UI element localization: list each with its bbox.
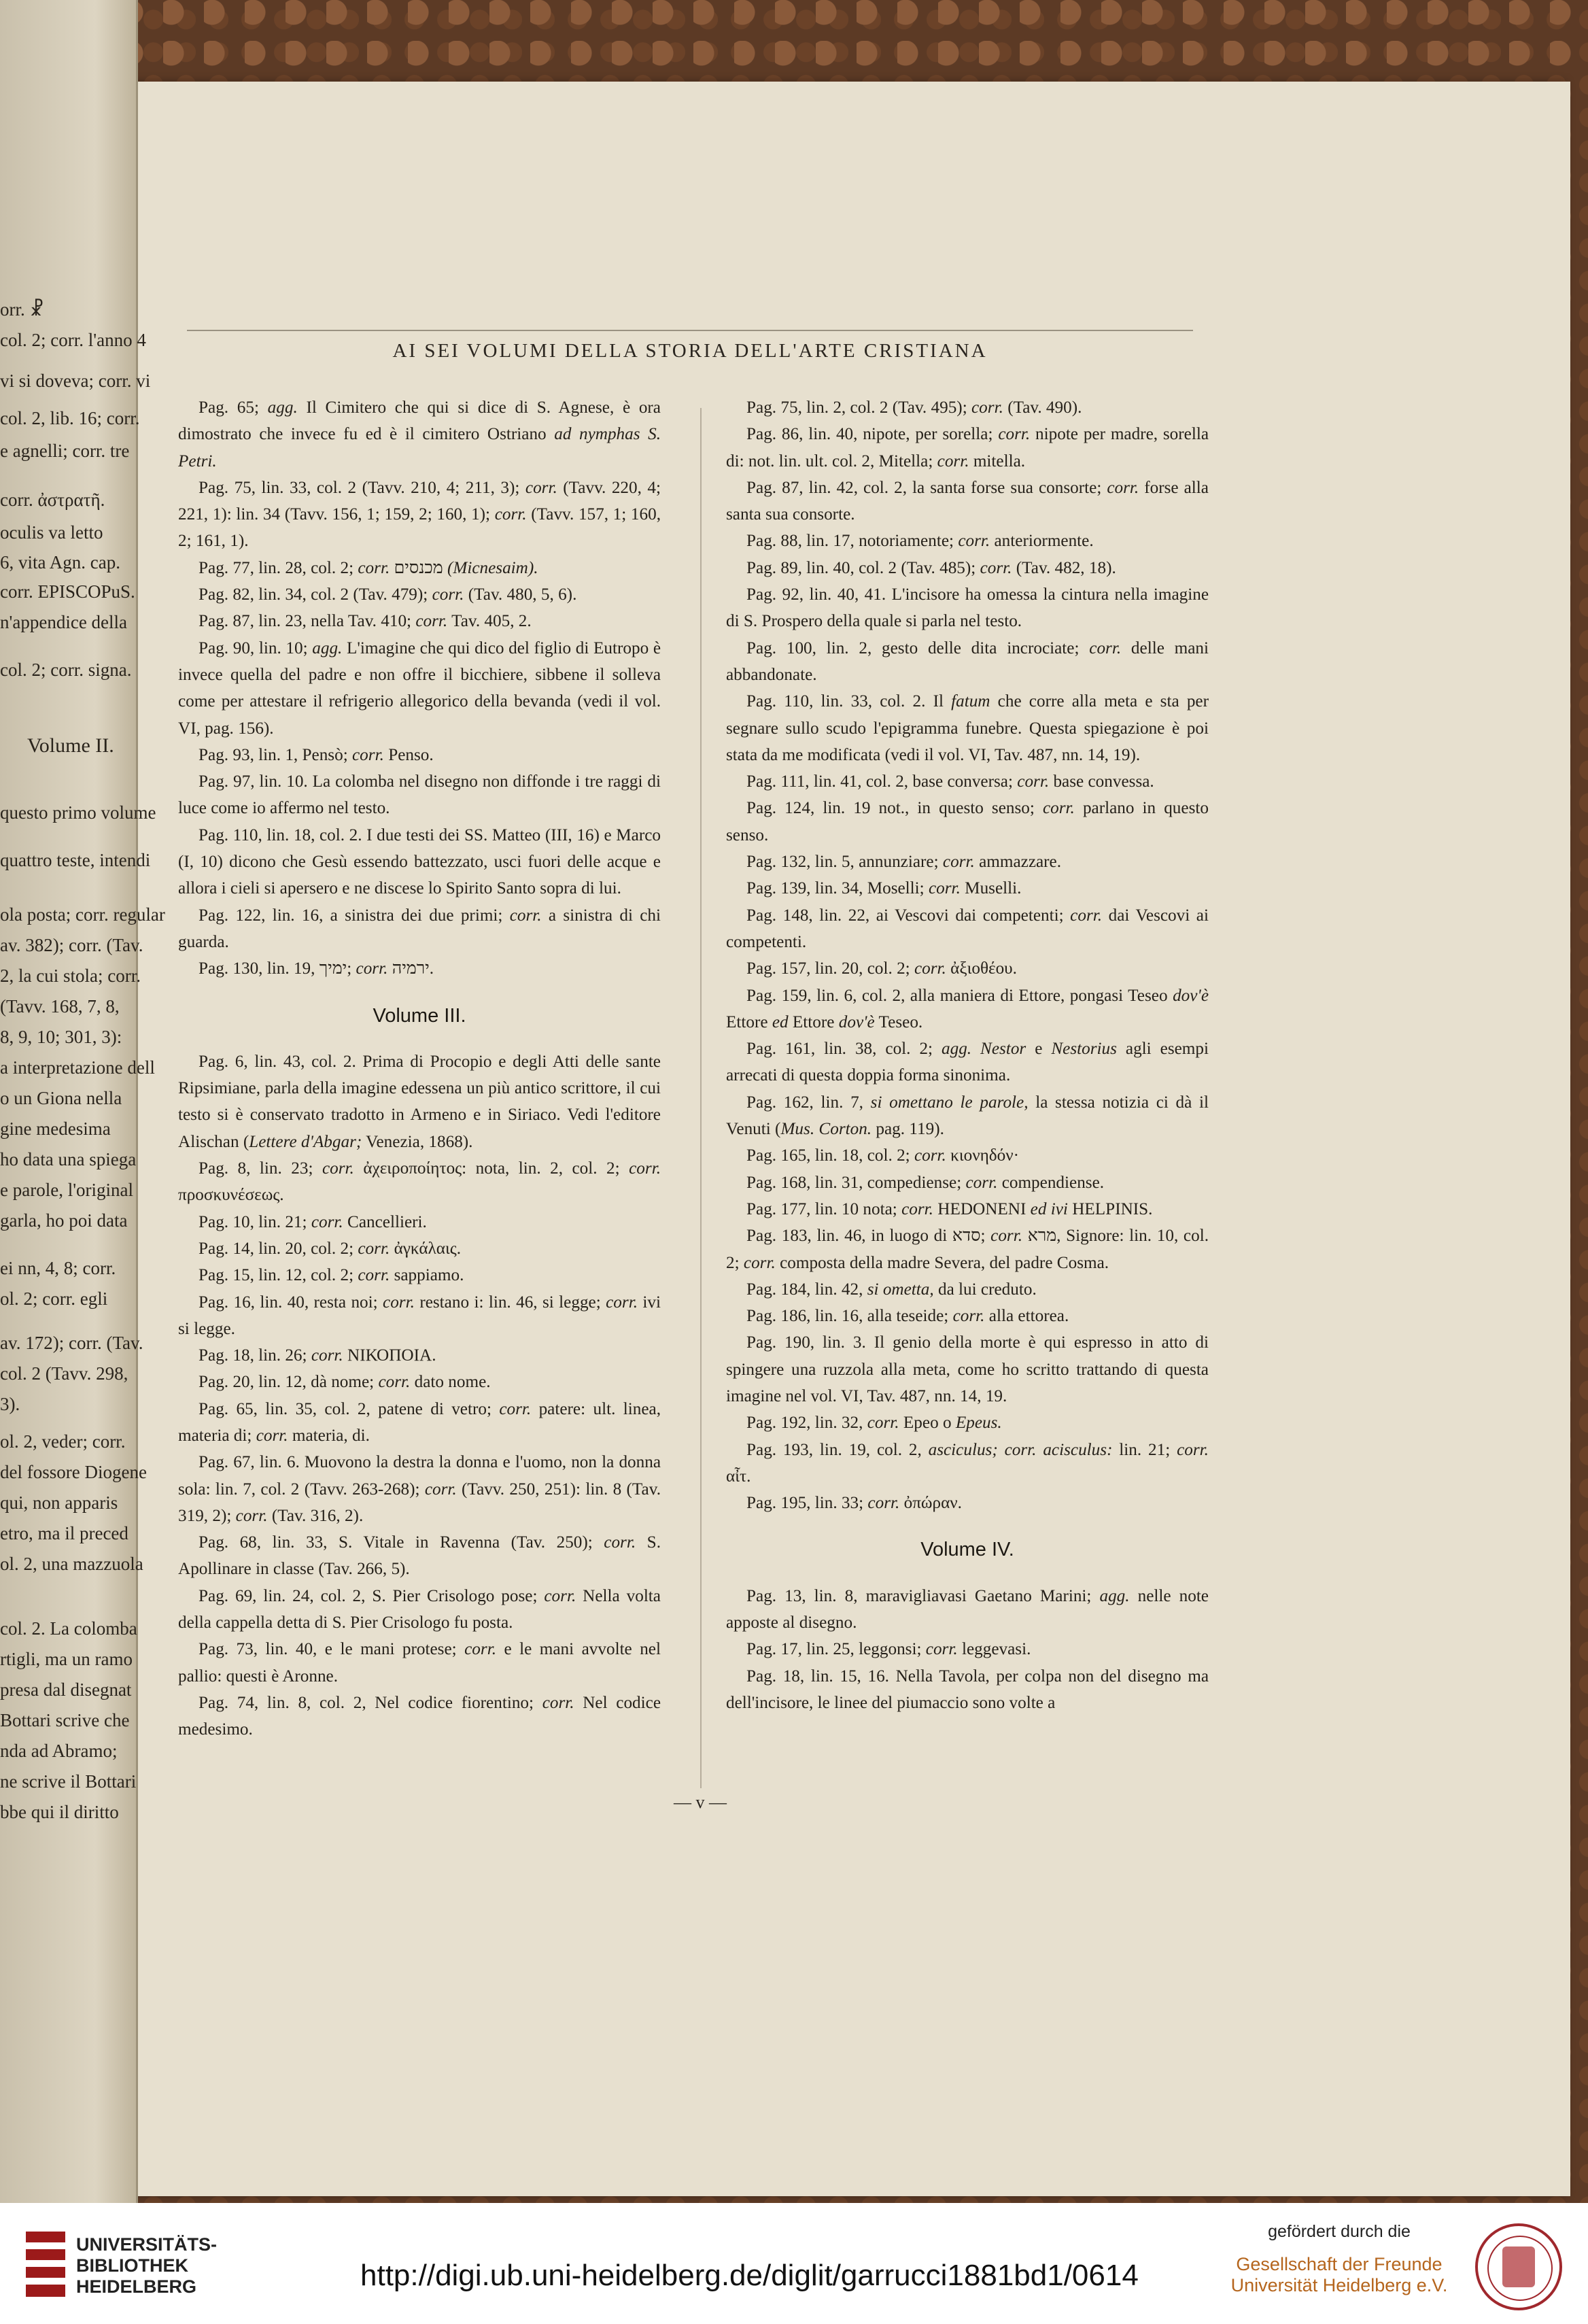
left-page-line: Volume II. — [27, 734, 114, 757]
library-name-line: HEIDELBERG — [76, 2276, 197, 2297]
left-page-line: col. 2 (Tavv. 298, — [0, 1363, 128, 1384]
entries-volume-iii-cont — [726, 394, 1209, 1516]
erratum-entry: Pag. 165, lin. 18, col. 2; corr. κιονηδόν· — [746, 1146, 1020, 1165]
left-page-line: qui, non apparis — [0, 1492, 118, 1513]
left-page-line: del fossore Diogene — [0, 1462, 147, 1482]
running-head: AI SEI VOLUMI DELLA STORIA DELL'ARTE CRISTIANA — [392, 340, 988, 362]
left-page-line: presa dal disegnat — [0, 1679, 132, 1700]
erratum-entry: Pag. 192, lin. 32, corr. Epeo o Epeus. — [746, 1414, 1002, 1433]
erratum-entry: Pag. 10, lin. 21; corr. Cancellieri. — [198, 1212, 427, 1231]
erratum-entry: Pag. 157, lin. 20, col. 2; corr. ἀξιοθέου. — [746, 959, 1017, 978]
erratum-entry: Pag. 89, lin. 40, col. 2 (Tav. 485); corr. (Tav. 482, 18). — [746, 558, 1116, 577]
erratum-entry: Pag. 17, lin. 25, leggonsi; corr. leggevasi. — [746, 1640, 1031, 1659]
left-page-line: col. 2; corr. l'anno 4 — [0, 330, 146, 350]
erratum-entry: Pag. 65; agg. Il Cimitero che qui si dice di S. Agnese, è ora dimostrato che invece fu ed è il cimitero Ostriano ad nymphas S. Petri. — [178, 398, 661, 471]
permalink-url[interactable]: http://digi.ub.uni-heidelberg.de/diglit/garrucci1881bd1/0614 — [360, 2259, 1139, 2292]
left-page-line: garla, ho poi data — [0, 1210, 128, 1231]
left-page-line: o un Giona nella — [0, 1088, 122, 1108]
left-page-line: questo primo volume — [0, 802, 156, 823]
left-page-line: 3). — [0, 1394, 20, 1414]
erratum-entry: Pag. 124, lin. 19 not., in questo senso; corr. parlano in questo senso. — [726, 799, 1209, 844]
left-page-line: ol. 2, una mazzuola — [0, 1554, 143, 1574]
sponsor-name-line: Universität Heidelberg e.V. — [1230, 2275, 1448, 2295]
sponsor-block — [1210, 2222, 1468, 2296]
erratum-entry: Pag. 148, lin. 22, ai Vescovi dai competenti; corr. dai Vescovi ai competenti. — [726, 906, 1209, 951]
erratum-entry: Pag. 92, lin. 40, 41. L'incisore ha omessa la cintura nella imagine di S. Prospero della quale si parla nel testo. — [726, 585, 1209, 631]
left-page-line: 2, la cui stola; corr. — [0, 966, 141, 986]
erratum-entry: Pag. 122, lin. 16, a sinistra dei due primi; corr. a sinistra di chi guarda. — [178, 906, 661, 951]
sponsor-name — [1210, 2254, 1468, 2296]
erratum-entry: Pag. 183, lin. 46, in luogo di סדא; corr. מרא, Signore: lin. 10, col. 2; corr. composta della madre Severa, del padre Cosma. — [726, 1227, 1209, 1272]
erratum-entry: Pag. 88, lin. 17, notoriamente; corr. anteriormente. — [746, 532, 1094, 551]
left-page-line: corr. EPISCOPuS. — [0, 581, 135, 602]
erratum-entry: Pag. 14, lin. 20, col. 2; corr. ἀγκάλαις. — [198, 1239, 462, 1258]
erratum-entry: Pag. 6, lin. 43, col. 2. Prima di Procopio e degli Atti delle sante Ripsimiane, parla della imagine edessena un più antico scrittore, il cui testo si è conservato tradotto in Armeno e in Siriaco. Vedi l'editore Alischan (Lettere d'Abgar; Venezia, 1868). — [178, 1052, 661, 1151]
left-text-column — [178, 394, 661, 1743]
erratum-entry: Pag. 18, lin. 26; corr. ΝΙΚΟΠΟΙΑ. — [198, 1346, 436, 1365]
erratum-entry: Pag. 77, lin. 28, col. 2; corr. מכנסים (Micnesaim). — [198, 558, 538, 577]
erratum-entry: Pag. 87, lin. 42, col. 2, la santa forse sua consorte; corr. forse alla santa sua consorte. — [726, 478, 1209, 524]
erratum-entry: Pag. 139, lin. 34, Moselli; corr. Muselli. — [746, 879, 1022, 898]
right-text-column — [726, 394, 1209, 1716]
erratum-entry: Pag. 16, lin. 40, resta noi; corr. restano i: lin. 46, si legge; corr. ivi si legge. — [178, 1293, 661, 1338]
erratum-entry: Pag. 18, lin. 15, 16. Nella Tavola, per colpa non del disegno ma dell'incisore, le linee del piumaccio sono volte a — [726, 1667, 1209, 1712]
left-page-line: e parole, l'original — [0, 1180, 134, 1200]
erratum-entry: Pag. 100, lin. 2, gesto delle dita incrociate; corr. delle mani abbandonate. — [726, 638, 1209, 684]
erratum-entry: Pag. 8, lin. 23; corr. ἀχειροποίητος: nota, lin. 2, col. 2; corr. προσκυνέσεως. — [178, 1159, 661, 1205]
heading-volume-iv: Volume IV. — [920, 1539, 1014, 1561]
erratum-entry: Pag. 110, lin. 18, col. 2. I due testi dei SS. Matteo (III, 16) e Marco (I, 10) dicono che Gesù essendo battezzato, usci fuori delle acque e allora i cieli si apersero e ne discese lo Spirito Santo sopra di lui. — [178, 825, 661, 898]
page-number: — v — — [674, 1792, 727, 1812]
left-page-line: nda ad Abramo; — [0, 1741, 118, 1761]
erratum-entry: Pag. 68, lin. 33, S. Vitale in Ravenna (Tav. 250); corr. S. Apollinare in classe (Tav. 266, 5). — [178, 1533, 661, 1579]
entries-volume-iv — [726, 1583, 1209, 1716]
left-page-line: ho data una spiega — [0, 1149, 137, 1169]
erratum-entry: Pag. 75, lin. 33, col. 2 (Tavv. 210, 4; 211, 3); corr. (Tavv. 220, 4; 221, 1): lin. 34 (Tavv. 156, 1; 159, 2; 160, 1); corr. (Tavv. 157, 1; 160, 2; 161, 1). — [178, 478, 661, 551]
erratum-entry: Pag. 93, lin. 1, Pensò; corr. Penso. — [198, 745, 434, 764]
erratum-entry: Pag. 65, lin. 35, col. 2, patene di vetro; corr. patere: ult. linea, materia di; corr. materia, di. — [178, 1399, 661, 1445]
erratum-entry: Pag. 90, lin. 10; agg. L'imagine che qui dico del figlio di Eutropo è invece quella del padre e non offre il bicchiere, sibbene il solleva come per attestare il refrigerio allegorico della bevanda (vedi il vol. VI, pag. 156). — [178, 638, 661, 738]
erratum-entry: Pag. 184, lin. 42, si ometta, da lui creduto. — [746, 1280, 1037, 1299]
left-page-line: ol. 2, veder; corr. — [0, 1431, 126, 1452]
erratum-entry: Pag. 74, lin. 8, col. 2, Nel codice fiorentino; corr. Nel codice medesimo. — [178, 1693, 661, 1739]
erratum-entry: Pag. 15, lin. 12, col. 2; corr. sappiamo. — [198, 1266, 464, 1285]
left-page-line: orr. ☧ — [0, 299, 44, 320]
left-page-fragment — [0, 0, 165, 2203]
left-page-line: oculis va letto — [0, 522, 103, 543]
left-page-line: rtigli, ma un ramo — [0, 1649, 133, 1669]
left-page-line: vi si doveva; corr. vi — [0, 371, 151, 391]
erratum-entry: Pag. 110, lin. 33, col. 2. Il fatum che corre alla meta e sta per segnare sullo scudo l'epigramma funebre. Questa spiegazione è poi stata da me modificata (vedi il vol. VI, Tav. 487, nn. 14, 19). — [726, 692, 1209, 764]
erratum-entry: Pag. 130, lin. 19, ימיך; corr. ירמיה. — [198, 959, 434, 978]
left-page-line: gine medesima — [0, 1118, 111, 1139]
erratum-entry: Pag. 177, lin. 10 nota; corr. HEDONENI ed ivi HELPINIS. — [746, 1199, 1153, 1218]
erratum-entry: Pag. 161, lin. 38, col. 2; agg. Nestor e Nestorius agli esempi arrecati di questa doppia forma sinonima. — [726, 1040, 1209, 1085]
left-page-line: corr. ἀστρατῆ. — [0, 490, 105, 510]
erratum-entry: Pag. 190, lin. 3. Il genio della morte è qui espresso in atto di spingere una ruzzola alla meta, come ho scritto trattando di questa imagine nel vol. VI, Tav. 487, nn. 14, 19. — [726, 1333, 1209, 1405]
heading-volume-iii: Volume III. — [373, 1004, 466, 1027]
left-page-line: col. 2; corr. signa. — [0, 660, 132, 680]
erratum-entry: Pag. 69, lin. 24, col. 2, S. Pier Crisologo pose; corr. Nella volta della cappella detta di S. Pier Crisologo fu posta. — [178, 1586, 661, 1633]
left-page-line: ei nn, 4, 8; corr. — [0, 1258, 116, 1278]
erratum-entry: Pag. 193, lin. 19, col. 2, asciculus; corr. acisculus: lin. 21; corr. αἶτ. — [726, 1440, 1209, 1486]
erratum-entry: Pag. 67, lin. 6. Muovono la destra la donna e l'uomo, non la donna sola: lin. 7, col. 2 (Tavv. 263-268); corr. (Tavv. 250, 251): lin. 8 (Tav. 319, 2); corr. (Tav. 316, 2). — [178, 1453, 661, 1525]
column-divider — [700, 408, 702, 1788]
sponsor-name-line: Gesellschaft der Freunde — [1236, 2254, 1443, 2274]
erratum-entry: Pag. 195, lin. 33; corr. ὀπώραν. — [746, 1494, 962, 1513]
erratum-entry: Pag. 111, lin. 41, col. 2, base conversa; corr. base convessa. — [746, 772, 1154, 791]
left-page-line: av. 382); corr. (Tav. — [0, 935, 143, 955]
left-page-line: (Tavv. 168, 7, 8, — [0, 996, 120, 1016]
erratum-entry: Pag. 13, lin. 8, maravigliavasi Gaetano Marini; agg. nelle note apposte al disegno. — [726, 1586, 1209, 1633]
left-page-line: col. 2. La colomba — [0, 1618, 137, 1639]
library-name-line: BIBLIOTHEK — [76, 2255, 188, 2276]
erratum-entry: Pag. 132, lin. 5, annunziare; corr. ammazzare. — [746, 853, 1062, 872]
left-page-line: 6, vita Agn. cap. — [0, 552, 120, 573]
left-page-line: ne scrive il Bottari — [0, 1771, 137, 1792]
left-page-line: bbe qui il diritto — [0, 1802, 119, 1822]
left-page-line: 8, 9, 10; 301, 3): — [0, 1027, 122, 1047]
left-page-line: e agnelli; corr. tre — [0, 441, 130, 461]
sponsor-note: gefördert durch die — [1268, 2222, 1411, 2241]
viewer-footer — [0, 2203, 1588, 2324]
erratum-entry: Pag. 186, lin. 16, alla teseide; corr. alla ettorea. — [746, 1307, 1069, 1326]
university-seal-icon — [1475, 2223, 1562, 2310]
left-page-line: a interpretazione dell — [0, 1057, 155, 1078]
erratum-entry: Pag. 159, lin. 6, col. 2, alla maniera di Ettore, pongasi Teseo dov'è Ettore ed Ettore dov'è Teseo. — [726, 986, 1209, 1031]
erratum-entry: Pag. 162, lin. 7, si omettano le parole, la stessa notizia ci dà il Venuti (Mus. Corton. pag. 119). — [726, 1093, 1209, 1139]
entries-volume-iii — [178, 1048, 661, 1743]
left-page-line: etro, ma il preced — [0, 1523, 128, 1543]
library-name — [76, 2234, 217, 2297]
erratum-entry: Pag. 87, lin. 23, nella Tav. 410; corr. Tav. 405, 2. — [198, 612, 532, 631]
ub-logo-icon — [26, 2232, 65, 2297]
erratum-entry: Pag. 75, lin. 2, col. 2 (Tav. 495); corr. (Tav. 490). — [746, 398, 1082, 417]
left-page-line: Bottari scrive che — [0, 1710, 130, 1730]
header-rule — [187, 330, 1193, 331]
erratum-entry: Pag. 20, lin. 12, dà nome; corr. dato nome. — [198, 1373, 491, 1392]
left-page-line: quattro teste, intendi — [0, 850, 151, 870]
erratum-entry: Pag. 168, lin. 31, compediense; corr. compendiense. — [746, 1173, 1105, 1192]
erratum-entry: Pag. 73, lin. 40, e le mani protese; corr. e le mani avvolte nel pallio: questi è Aronne. — [178, 1640, 661, 1686]
left-page-line: ol. 2; corr. egli — [0, 1288, 108, 1309]
entries-volume-ii — [178, 394, 661, 982]
left-page-line: n'appendice della — [0, 612, 128, 632]
erratum-entry: Pag. 97, lin. 10. La colomba nel disegno non diffonde i tre raggi di luce come io affermo nel testo. — [178, 772, 661, 818]
left-page-line: col. 2, lib. 16; corr. — [0, 408, 140, 428]
erratum-entry: Pag. 86, lin. 40, nipote, per sorella; corr. nipote per madre, sorella di: not. lin. ult. col. 2, Mitella; corr. mitella. — [726, 425, 1209, 471]
erratum-entry: Pag. 82, lin. 34, col. 2 (Tav. 479); corr. (Tav. 480, 5, 6). — [198, 585, 577, 604]
left-page-line: av. 172); corr. (Tav. — [0, 1333, 143, 1353]
library-name-line: UNIVERSITÄTS- — [76, 2234, 218, 2255]
left-page-line: ola posta; corr. regular — [0, 904, 165, 925]
